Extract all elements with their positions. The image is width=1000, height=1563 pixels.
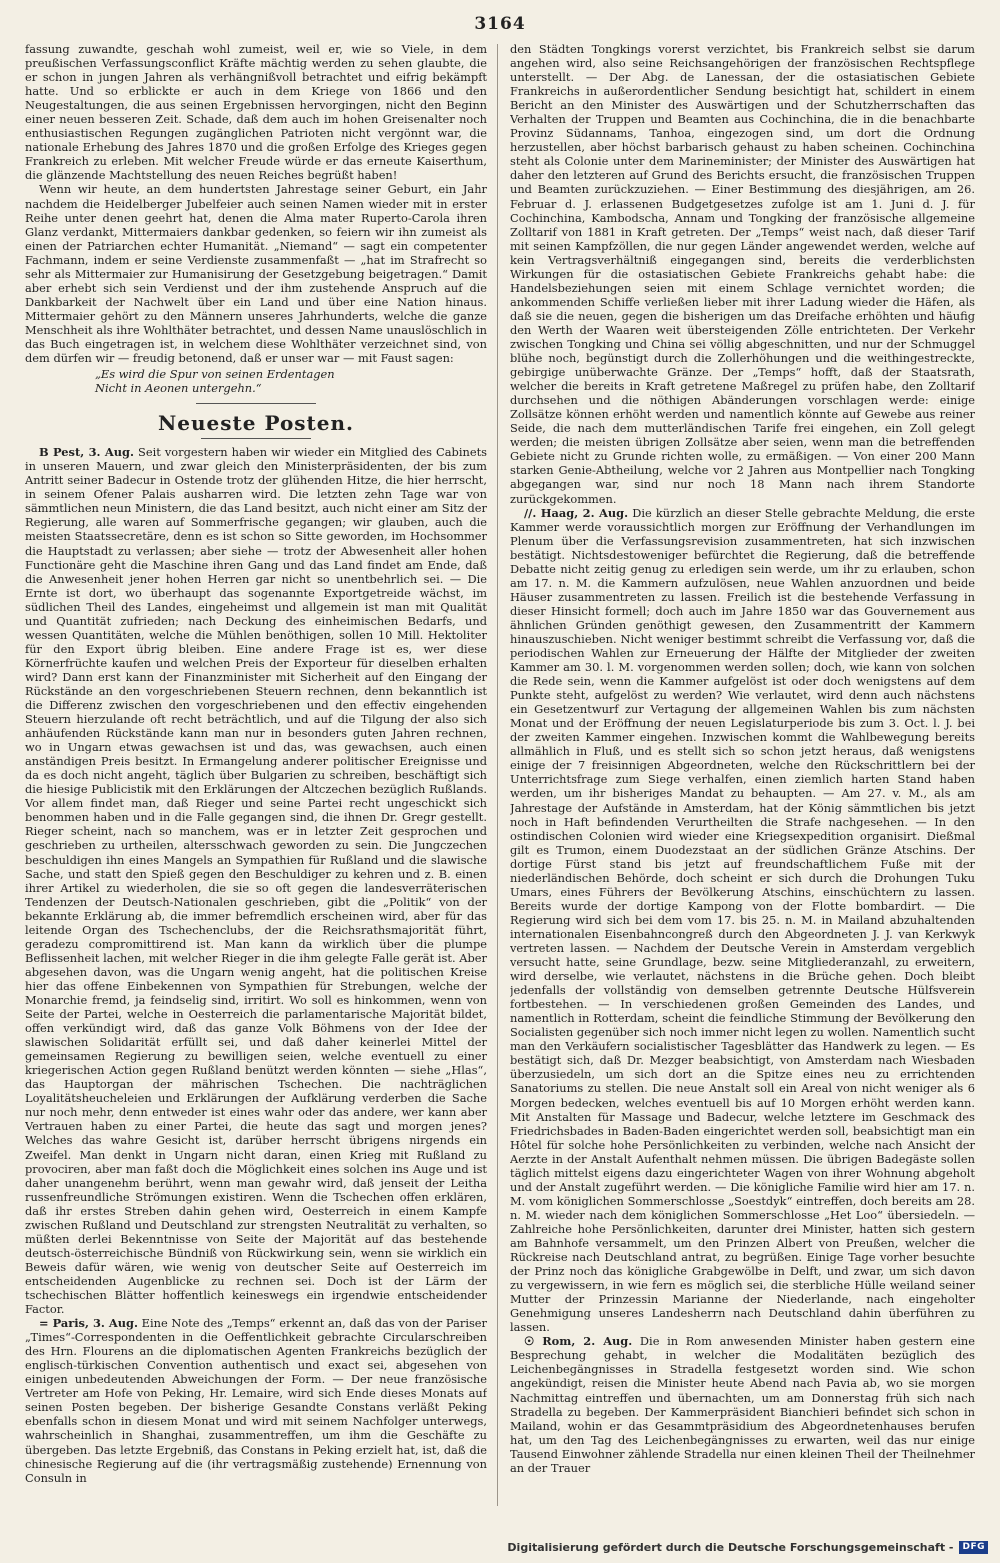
news-text: den Städten Tongkings vorerst verzichtet, bis Frankreich selbst sie darum angehen wird, also seine Reichsangehörigen der französischen Rechtspflege unterstellt. — Der Abg. de Lanessan, der die ostasiatischen Gebiete Frankreichs in außerordentlicher Sendung besichtigt hat, schildert in einem Bericht an den Minister des Auswärtigen und der Schutzherrschaften das Verhalten der Truppen und Beamten aus Cochinchina, die in die benachbarte Provinz Südannams, Tanhoa, eingezogen sind, um dort die Ordnung herzustellen, aber höchst barbarisch gehaust zu haben scheinen. Cochinchina steht als Colonie unter dem Marineminister; der Minister des Auswärtigen hat daher den letzteren auf Grund des Berichts ersucht, die französischen Truppen und Beamten zurückzuziehen. — Einer Bestimmung des diesjährigen, am 26. Februar d. J. erlassenen Budgetgesetzes zufolge ist am 1. Juni d. J. für Cochinchina, Kambodscha, Annam und Tongking der französische allgemeine Zolltarif von 1881 in Kraft getreten. Der „Temps“ weist nach, daß dieser Tarif mit seinen Kampfzöllen, die nur gegen Länder angewendet werden, welche auf kein Vertragsverhältniß eingegangen sind, bereits die verderblichsten Wirkungen für die ostasiatischen Gebiete Frankreichs gehabt habe: die Handelsbeziehungen seien mit einem Schlage vernichtet worden; die ankommenden Schiffe verließen lieber mit ihrer Ladung wieder die Häfen, als daß sie die neuen, gegen die bisherigen um das Dreifache erhöhten und häufig den Werth der Waaren weit übersteigenden Zölle entrichteten. Der Verkehr zwischen Tongking und China sei völlig abgeschnitten, und nur der Schmuggel blühe noch, begünstigt durch die Zollerhöhungen und die weithingestreckte, gebirgige unüberwachte Gränze. Der „Temps“ hofft, daß der Staatsrath, welcher die bereits in Kraft getretene Maßregel zu prüfen habe, den Zolltarif durchsehen und die nöthigen Abänderungen vorschlagen werde: einige Zollsätze können erhöht werden und namentlich könnte auf Gewebe aus reiner Seide, die nach dem mutterländischen Tarife frei eingehen, ein Zoll gelegt werden; die meisten übrigen Zollsätze aber seien, wenn man die betreffenden Gebiete nicht zu Grunde richten wolle, zu ermäßigen. — Von einer 200 Mann starken Genie-Abtheilung, welche vor 2 Jahren aus Montpellier nach Tongking abgegangen war, sind nur noch 18 Mann nach ihrem Standorte zurückgekommen. — [510, 42, 975, 506]
news-dateline: //. Haag, 2. Aug. — [524, 505, 629, 520]
news-text: Seit vorgestern haben wir wieder ein Mitglied des Cabinets in unseren Mauern, und zwar gleich den Ministerpräsidenten, der bis zum Antritt seiner Badecur in Ostende trotz der glühenden Hitze, die hier herrscht, in seinem Ofener Palais ausharren wird. Die letzten zehn Tage war von sämmtlichen neun Ministern, die das Land besitzt, auch nicht einer am Sitz der Regierung, alle waren auf Sommerfrische gegangen; wir glauben, auch die meisten Staatssecretäre, denn es ist schon so Sitte geworden, im Hochsommer die Hauptstadt zu verlassen; aber siehe — trotz der Abwesenheit aller hohen Functionäre geht die Maschine ihren Gang und das Land findet am Ende, daß die Anwesenheit jener hohen Herren gar nicht so unentbehrlich sei. — Die Ernte ist dort, wo überhaupt das sogenannte Exportgetreide wächst, im südlichen Theil des Landes, eingeheimst und allgemein ist man mit Qualität und Quantität zufrieden; nach Deckung des einheimischen Bedarfs, und wessen Quantitäten, welche die Mühlen benöthigen, sollen 10 Mill. Hektoliter für den Export übrig bleiben. Eine andere Frage ist es, wer diese Körnerfrüchte kaufen und welchen Preis der Exporteur für dieselben erhalten wird? Dann erst kann der Finanzminister mit Sicherheit auf den Eingang der Rückstände an den vorgeschriebenen Steuern rechnen, denn bekanntlich ist die Differenz zwischen den vorgeschriebenen und den effectiv eingehenden Steuern hierzulande oft recht beträchtlich, und auf die Tilgung der also sich anhäufenden Rückstände kann man nur in besonders guten Jahren rechnen, wo in Ungarn etwas gewachsen ist und das, was gewachsen, auch einen anständigen Preis besitzt. In Ermangelung anderer politischer Ereignisse und da es doch nicht angeht, täglich über Bulgarien zu schreiben, beschäftigt sich die hiesige Publicistik mit den Erklärungen der Altczechen bezüglich Rußlands. Vor allem findet man, daß Rieger und seine Partei recht ungeschickt sich benommen haben und in die Falle gegangen sind, die ihnen Dr. Gregr gestellt. Rieger scheint, nach so manchem, was er in letzter Zeit gesprochen und geschrieben zu urtheilen, altersschwach geworden zu sein. Die Jungczechen beschuldigen ihn eines Mangels an Sympathien für Rußland und die slawische Sache, und statt den Spieß gegen den Beschuldiger zu kehren und z. B. einen ihrer Artikel zu wiederholen, die sie so oft gegen die landesverräterischen Tendenzen der Deutsch-Nationalen geschrieben, gibt die „Politik“ von der bekannte Erklärung ab, die immer befremdlich erscheinen wird, aber für das leitende Organ des Tschechenclubs, der die Reichsrathsmajorität führt, geradezu compromittirend ist. Man kann da wirklich über die plumpe Beflissenheit lachen, mit welcher Rieger in die ihm gelegte Falle gerät ist. Aber abgesehen davon, was die Ungarn wenig angeht, hat die politischen Kreise hier das offene Einbekennen von Sympathien für Strebungen, welche der Monarchie fremd, ja feindselig sind, irritirt. Wo soll es hinkommen, wenn von Seite der Partei, welche in Oesterreich die parlamentarische Majorität bildet, offen verkündigt wird, daß das ganze Volk Böhmens von der Idee der slawischen Solidarität erfüllt sei, und daß daher keinerlei Mittel der gemeinsamen Regierung zu bewilligen seien, welche eventuell zu einer kriegerischen Action gegen Rußland benützt werden könnten — siehe „Hlas“, das Hauptorgan der mährischen Tschechen. Die nachträglichen Loyalitätsheucheleien und Erklärungen der Aufklärung verderben die Sache nur noch mehr, denn entweder ist eines wahr oder das andere, wer kann aber Vertrauen haben zu einer Partei, die heute das sagt und morgen jenes? Welches das wahre Gesicht ist, darüber herrscht übrigens nirgends ein Zweifel. Man denkt in Ungarn nicht daran, einen Krieg mit Rußland zu provociren, aber man faßt doch die Möglichkeit eines solchen ins Auge und ist daher unangenehm berührt, wenn man gewahr wird, daß jenseit der Leitha russenfreundliche Strömungen existiren. Wenn die Tschechen offen erklären, daß ihr erstes Streben dahin gehen wird, Oesterreich in einem Kampfe zwischen Rußland und Deutschland zur strengsten Neutralität zu verhalten, so müßten derlei Bekenntnisse von Seite der Majorität auf das bestehende deutsch-österreichische Bündniß von Rückwirkung sein, wenn sie wirklich ein Beweis dafür wären, wie wenig von deutscher Seite auf Oesterreich im entscheidenden Augenblicke zu rechnen sei. Doch ist der Lärm der tschechischen Blätter hoffentlich keineswegs ein irgendwie entscheidender Factor. — [25, 445, 487, 1317]
quote-line: „Es wird die Spur von seinen Erdentagen — [95, 367, 335, 382]
section-heading: Neueste Posten. — [157, 411, 355, 436]
faust-quote — [95, 367, 487, 395]
dfg-logo: DFG — [959, 1541, 988, 1554]
news-item — [510, 506, 975, 1335]
news-text: Die in Rom anwesenden Minister haben gestern eine Besprechung gehabt, in welcher die Modalitäten bezüglich des Leichenbegängnisses in Stradella festgesetzt worden sind. Wie schon angekündigt, reisen die Minister heute Abend nach Pavia ab, wo sie morgen Nachmittag eintreffen und übernachten, um am Donnerstag früh sich nach Stradella zu begeben. Der Kammerpräsident Bianchieri befindet sich schon in Mailand, wohin er das Gesammtpräsidium des Abgeordnetenhauses berufen hat, um den Tag des Leichenbegängnisses zu erwarten, weil das nur einige Tausend Einwohner zählende Stradella nur einen kleinen Theil der Theilnehmer an der Trauer — [510, 1334, 975, 1475]
column-rule — [497, 44, 498, 1506]
right-column — [510, 42, 975, 1510]
news-text: Eine Note des „Temps“ erkennt an, daß das von der Pariser „Times“-Correspondenten in die Oeffentlichkeit gebrachte Circularschreiben des Hrn. Flourens an die diplomatischen Agenten Frankreichs bezüglich der englisch-türkischen Convention authentisch und exact sei, abgesehen von einigen unbedeutenden Abweichungen der Form. — Der neue französische Vertreter am Hofe von Peking, Hr. Lemaire, wird sich Ende dieses Monats auf seinen Posten begeben. Der bisherige Gesandte Constans verläßt Peking ebenfalls schon in diesem Monat und wird mit seinem Nachfolger unterwegs, wahrscheinlich in Shanghai, zusammentreffen, um ihm die Geschäfte zu übergeben. Das letzte Ergebniß, das Constans in Peking erzielt hat, ist, daß die chinesische Regierung auf die (ihr vertragsmäßig zustehende) Ernennung von Consuln in — [25, 1316, 487, 1485]
digitization-footer — [507, 1540, 988, 1554]
news-item — [25, 1316, 487, 1485]
news-item — [510, 1334, 975, 1474]
news-item — [25, 445, 487, 1316]
news-item — [510, 42, 975, 506]
article-paragraph: Wenn wir heute, an dem hundertsten Jahrestage seiner Geburt, ein Jahr nachdem die Heidelberger Jubelfeier auch seinen Namen wieder mit in erster Reihe unter denen geehrt hat, denen die Alma mater Ruperto-Carola ihren Glanz verdankt, Mittermaiers dankbar gedenken, so feiern wir ihn zumeist als einen der Patriarchen echter Humanität. „Niemand“ — sagt ein competenter Fachmann, indem er seine Verdienste zusammenfaßt — „hat im Strafrecht so sehr als Mittermaier zur Humanisirung der Gesetzgebung beigetragen.“ Damit aber erhebt sich sein Verdienst und der ihm zustehende Anspruch auf die Dankbarkeit der Nachwelt über ein Land und über eine Nation hinaus. Mittermaier gehört zu den Männern unseres Jahrhunderts, welche die ganze Menschheit als ihre Wohlthäter betrachtet, und dessen Name unauslöschlich in das Buch eingetragen ist, in welchem diese Wohlthäter verzeichnet sind, von dem dürfen wir — freudig betonend, daß er unser war — mit Faust sagen: — [25, 182, 487, 366]
news-dateline: B Pest, 3. Aug. — [39, 445, 134, 460]
news-dateline: = Paris, 3. Aug. — [39, 1316, 138, 1331]
news-dateline: ☉ Rom, 2. Aug. — [524, 1334, 633, 1349]
footer-text: Digitalisierung gefördert durch die Deutsche Forschungsgemeinschaft - — [507, 1540, 954, 1554]
article-paragraph: fassung zuwandte, geschah wohl zumeist, weil er, wie so Viele, in dem preußischen Verfassungsconflict Kräfte mächtig werden zu sehen glaubte, die er schon in jungen Jahren als verhängnißvoll betrachtet und eifrig bekämpft hatte. Und so erblickte er auch in dem Kriege von 1866 und den Neugestaltungen, die aus seinen Ergebnissen hervorgingen, nicht den Beginn einer neuen besseren Zeit. Schade, daß dem auch im hohen Greisenalter noch enthusiastischen Regungen zugänglichen Patrioten nicht vergönnt war, die nationale Erhebung des Jahres 1870 und die großen Erfolge des Krieges gegen Frankreich zu erleben. Mit welcher Freude würde er das erneute Kaiserthum, die glänzende Machtstellung des neuen Reiches begrüßt haben! — [25, 42, 487, 183]
page-number: 3164 — [474, 14, 526, 34]
quote-line: Nicht in Aeonen untergehn.“ — [95, 381, 262, 396]
section-divider — [196, 403, 316, 404]
left-column — [25, 42, 487, 1510]
section-divider — [201, 438, 311, 439]
news-text: Die kürzlich an dieser Stelle gebrachte Meldung, die erste Kammer werde voraussichtlich morgen zur Eröffnung der Verhandlungen im Plenum über die Verfassungsrevision zusammentreten, hat sich inzwischen bestätigt. Nichtsdestoweniger befürchtet die Regierung, daß die betreffende Debatte nicht zeitig genug zu erledigen sein werde, um ihr zu erlauben, schon am 17. n. M. die Kammern aufzulösen, neue Wahlen anzuordnen und beide Häuser zusammentreten zu lassen. Freilich ist die bestehende Verfassung in dieser Hinsicht formell; doch auch im Jahre 1850 war das Gouvernement aus ähnlichen Gründen genöthigt gewesen, den Zusammentritt der Kammern hinauszuschieben. Nicht weniger bestimmt schreibt die Verfassung vor, daß die periodischen Wahlen zur Erneuerung der Hälfte der Mitglieder der zweiten Kammer am 30. l. M. vorgenommen werden sollen; doch, wie kann von solchen die Rede sein, wenn die Kammer aufgelöst ist oder doch wenigstens auf dem Punkte steht, aufgelöst zu werden? Wie verlautet, wird denn auch nächstens ein Gesetzentwurf zur Vertagung der allgemeinen Wahlen bis zum nächsten Monat und der Eröffnung der neuen Legislaturperiode bis zum 3. Oct. l. J. bei der zweiten Kammer eingehen. Inzwischen kommt die Wahlbewegung bereits allmählich in Fluß, und es stellt sich so schon jetzt heraus, daß wenigstens einige der 7 freisinnigen Abgeordneten, welche den Rückschrittlern bei der Unterrichtsfrage zum Siege verhalfen, einen ziemlich harten Stand haben werden, um ihr bisheriges Mandat zu behaupten. — Am 27. v. M., als am Jahrestage der Aufstände in Amsterdam, hat der König sämmtlichen bis jetzt noch in Haft befindenden Verurtheilten die Strafe nachgesehen. — In den ostindischen Colonien wird wieder eine Kriegsexpedition organisirt. Dießmal gilt es Trumon, einem Duodezstaat an der südlichen Gränze Atschins. Der dortige Fürst stand bis jetzt auf freundschaftlichem Fuße mit der niederländischen Behörde, doch scheint er sich durch die Drohungen Tuku Umars, eines Führers der Bevölkerung Atschins, einschüchtern zu lassen. Bereits wurde der dortige Kampong von der Flotte bombardirt. — Die Regierung wird sich bei dem vom 17. bis 25. n. M. in Mailand abzuhaltenden internationalen Eisenbahncongreß durch den Abgeordneten J. J. van Kerkwyk vertreten lassen. — Nachdem der Deutsche Verein in Amsterdam vergeblich versucht hatte, seine Grundlage, bezw. seine Mitgliederanzahl, zu erweitern, wird derselbe, wie verlautet, nächstens in die Brüche gehen. Doch bleibt jedenfalls der vollständig von demselben getrennte Deutsche Hülfsverein fortbestehen. — In verschiedenen großen Gemeinden des Landes, und namentlich in Rotterdam, scheint die feindliche Stimmung der Bevölkerung den Socialisten gegenüber sich noch immer nicht legen zu wollen. Namentlich sucht man den Verkäufern socialistischer Tagesblätter das Handwerk zu legen. — Es bestätigt sich, daß Dr. Mezger beabsichtigt, von Amsterdam nach Wiesbaden überzusiedeln, um sich dort an die Spitze eines neu zu errichtenden Sanatoriums zu stellen. Die neue Anstalt soll ein Areal von nicht weniger als 6 Morgen bedecken, welches eventuell bis auf 10 Morgen erhöht werden kann. Mit Anstalten für Massage und Badecur, welche letztere im Geschmack des Friedrichsbades in Baden-Baden eingerichtet werden soll, beabsichtigt man ein Hôtel für solche hohe Persönlichkeiten zu verbinden, welche nach Ansicht der Aerzte in der Anstalt Aufenthalt nehmen müssen. Die übrigen Badegäste sollen täglich mittelst eigens dazu eingerichteter Wagen von ihrer Wohnung abgeholt und der Anstalt zugeführt werden. — Die königliche Familie wird hier am 17. n. M. vom königlichen Sommerschlosse „Soestdyk“ eintreffen, doch bereits am 28. n. M. wieder nach dem königlichen Sommerschlosse „Het Loo“ übersiedeln. — Zahlreiche hohe Persönlichkeiten, darunter drei Minister, hatten sich gestern am Bahnhofe versammelt, um den Prinzen Albert von Preußen, welcher die Rückreise nach Deutschland antrat, zu begrüßen. Einige Tage vorher besuchte der Prinz noch das königliche Grabgewölbe in Delft, und zwar, um sich davon zu vergewissern, in wie fern es möglich sei, die sterbliche Hülle weiland seiner Mutter der Prinzessin Marianne der Niederlande, nach eingeholter Genehmigung unseres Landesherrn nach Deutschland dahin überführen zu lassen. — [510, 505, 975, 1335]
